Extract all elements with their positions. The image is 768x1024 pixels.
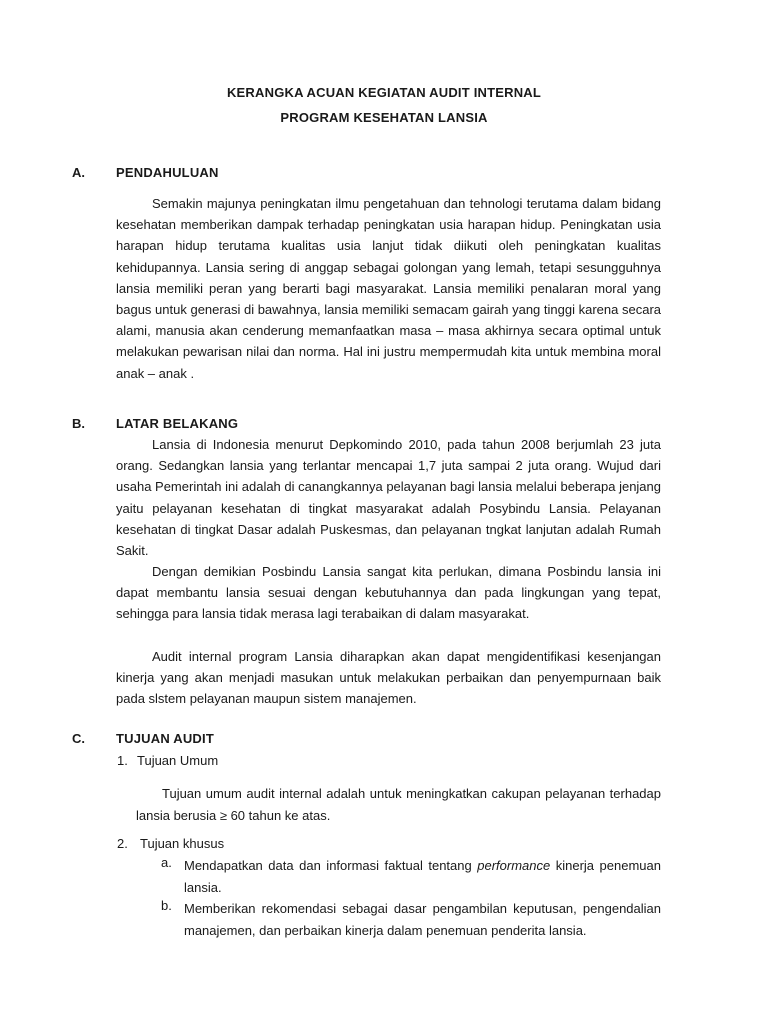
list-item-1-number: 1.	[117, 753, 128, 768]
section-b-title: LATAR BELAKANG	[116, 416, 239, 431]
sub-item-b-letter: b.	[161, 898, 172, 913]
list-item-2-label: Tujuan khusus	[140, 836, 225, 851]
section-a-letter: A.	[72, 165, 85, 180]
sub-item-b-text: Memberikan rekomendasi sebagai dasar pengambilan keputusan, pengendalian manajemen, dan perbaikan kinerja dalam penemuan penderita lansia.	[184, 901, 661, 938]
sub-item-a-text-before: Mendapatkan data dan informasi faktual tentang	[184, 858, 478, 873]
section-a-paragraph: Semakin majunya peningkatan ilmu pengetahuan dan tehnologi terutama dalam bidang kesehatan memberikan dampak terhadap peningkatan usia harapan hidup. Peningkatan usia harapan hidup terutama kualitas usia lanjut tidak diikuti oleh peningkatan kualitas kehidupannya. Lansia sering di anggap sebagai golongan yang lemah, tetapi sesungguhnya lansia memiliki peran yang berarti bagi masyarakat. Lansia memiliki penalaran moral yang bagus untuk generasi di bawahnya, lansia memiliki semacam gairah yang tinggi karena secara alami, manusia akan cenderung memanfaatkan masa – masa akhirnya secara optimal untuk melakukan pewarisan nilai dan norma. Hal ini justru mempermudah kita untuk membina moral anak – anak .	[116, 196, 661, 381]
sub-item-a-letter: a.	[161, 855, 172, 870]
sub-item-a-text-after: kinerja penemuan lansia.	[184, 858, 661, 895]
list-item-1-paragraph: Tujuan umum audit internal adalah untuk meningkatkan cakupan pelayanan terhadap lansia berusia ≥ 60 tahun ke atas.	[136, 786, 661, 823]
sub-item-a-text	[184, 855, 661, 898]
section-b-paragraph-2: Dengan demikian Posbindu Lansia sangat kita perlukan, dimana Posbindu lansia ini dapat membantu lansia sesuai dengan kebutuhannya dan pada lingkungan yang tepat, sehingga para lansia tidak merasa lagi terabaikan di dalam masyarakat.	[116, 564, 661, 622]
sub-item-a-text-italic: performance	[477, 858, 551, 873]
document-title-line2: PROGRAM KESEHATAN LANSIA	[280, 110, 488, 125]
list-item-1-label: Tujuan Umum	[137, 753, 219, 768]
section-b-paragraph-3: Audit internal program Lansia diharapkan akan dapat mengidentifikasi kesenjangan kinerja yang akan menjadi masukan untuk melakukan perbaikan dan penyempurnaan baik pada slstem pelayanan maupun sistem manajemen.	[116, 649, 661, 707]
section-b-letter: B.	[72, 416, 85, 431]
section-c-title: TUJUAN AUDIT	[116, 731, 214, 746]
section-b-paragraph-1: Lansia di Indonesia menurut Depkomindo 2010, pada tahun 2008 berjumlah 23 juta orang. Sedangkan lansia yang terlantar mencapai 1,7 juta sampai 2 juta orang. Wujud dari usaha Pemerintah ini adalah di canangkannya pelayanan bagi lansia melalui beberapa jenjang yaitu pelayanan kesehatan di tingkat masyarakat adalah Posybindu Lansia. Pelayanan kesehatan di tingkat Dasar adalah Puskesmas, dan pelayanan tngkat lanjutan adalah Rumah Sakit.	[116, 437, 661, 559]
document-title-line1: KERANGKA ACUAN KEGIATAN AUDIT INTERNAL	[226, 85, 542, 100]
section-a-title: PENDAHULUAN	[116, 165, 219, 180]
list-item-2-number: 2.	[117, 836, 128, 851]
section-c-letter: C.	[72, 731, 85, 746]
